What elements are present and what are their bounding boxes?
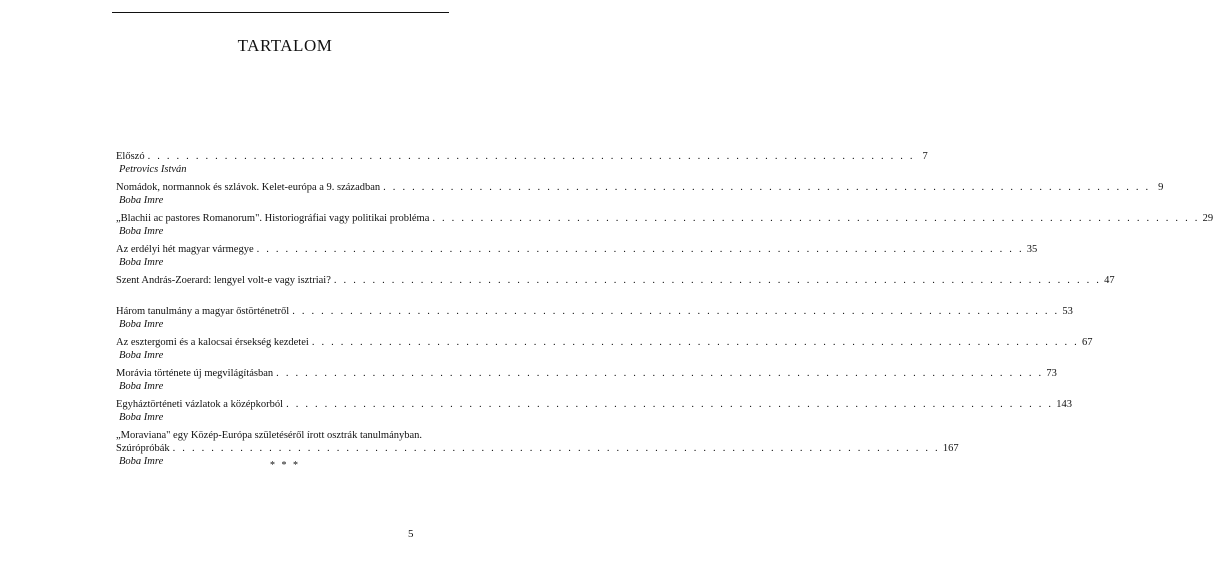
toc-entry-title: Morávia története új megvilágításban (116, 368, 274, 379)
toc-entry-page: 73 (1046, 368, 1057, 379)
toc-entry (116, 243, 1038, 269)
toc-leader-dots: . . . . . . . . . . . . . . . . . . . . . . . . . . . . . . . . . . . . . . . . . . . . . . . . . . . . . . . . . . . . . . . . . . . . . . . . . . . . . . . . (172, 443, 940, 454)
toc-leader-dots: . . . . . . . . . . . . . . . . . . . . . . . . . . . . . . . . . . . . . . . . . . . . . . . . . . . . . . . . . . . . . . . . . . . . . . . . . . . . . . . . (311, 337, 1079, 348)
toc-entry (116, 150, 928, 176)
toc-entry-title: „Blachii ac pastores Romanorum". Historiográfiai vagy politikai probléma (116, 213, 430, 224)
toc-entry-author: Boba Imre (119, 195, 164, 206)
toc-entry-page: 7 (922, 151, 928, 162)
toc-entry-title: „Moraviana" egy Közép-Európa születéséről írott osztrák tanulmányban. (116, 430, 423, 441)
toc-entry-page: 35 (1026, 244, 1038, 255)
toc-entry-page: 53 (1062, 306, 1073, 317)
toc-entry-author: Petrovics István (119, 164, 187, 175)
toc-entry (116, 181, 1164, 207)
toc-leader-dots: . . . . . . . . . . . . . . . . . . . . . . . . . . . . . . . . . . . . . . . . . . . . . . . . . . . . . . . . . . . . . . . . . . . . . . . . . . . . . . . . (432, 213, 1200, 224)
toc-entry-title: Nomádok, normannok és szlávok. Kelet-európa a 9. században (116, 182, 381, 193)
toc-leader-dots: . . . . . . . . . . . . . . . . . . . . . . . . . . . . . . . . . . . . . . . . . . . . . . . . . . . . . . . . . . . . . . . . . . . . . . . . . . . . . . . . (292, 306, 1060, 317)
toc-entry (116, 398, 1072, 424)
toc-entry-title: Az erdélyi hét magyar vármegye (116, 244, 254, 255)
toc-entry-author: Boba Imre (119, 319, 164, 330)
toc-entry-author: Boba Imre (119, 350, 164, 361)
toc-entry-page: 167 (942, 443, 959, 454)
toc-entry-page: 67 (1082, 337, 1093, 348)
toc-leader-dots: . . . . . . . . . . . . . . . . . . . . . . . . . . . . . . . . . . . . . . . . . . . . . . . . . . . . . . . . . . . . . . . . . . . . . . . . . . . . . . . . (286, 399, 1054, 410)
toc-entry (116, 212, 1213, 238)
toc-entry (116, 367, 1057, 393)
section-separator: * * * (270, 460, 300, 471)
toc-entry (116, 274, 1115, 287)
toc-leader-dots: . . . . . . . . . . . . . . . . . . . . . . . . . . . . . . . . . . . . . . . . . . . . . . . . . . . . . . . . . . . . . . . . . . . . . . . . . . . . . . . . (383, 182, 1151, 193)
toc-leader-dots: . . . . . . . . . . . . . . . . . . . . . . . . . . . . . . . . . . . . . . . . . . . . . . . . . . . . . . . . . . . . . . . . . . . . . . . . . . . . . . . . (333, 275, 1102, 286)
toc-entry-title: Három tanulmány a magyar őstörténetről (116, 306, 290, 317)
top-rule (112, 12, 449, 13)
toc-entry-page: 143 (1056, 399, 1072, 410)
toc-entry-title-continued: Szúrópróbák (116, 443, 170, 454)
toc-entry-page: 29 (1202, 213, 1213, 224)
toc-entry-title: Szent András-Zoerard: lengyel volt-e vagy isztriai? (116, 275, 331, 286)
toc-entry (116, 336, 1093, 362)
toc-entry-author: Boba Imre (119, 381, 164, 392)
toc-leader-dots: . . . . . . . . . . . . . . . . . . . . . . . . . . . . . . . . . . . . . . . . . . . . . . . . . . . . . . . . . . . . . . . . . . . . . . . . . . . . . . . . (147, 151, 915, 162)
toc-entry-author: Boba Imre (119, 257, 164, 268)
toc-entry-author: Boba Imre (119, 412, 164, 423)
page-number: 5 (408, 528, 414, 540)
toc-entry-author: Boba Imre (119, 226, 164, 237)
toc-entry-page: 9 (1158, 182, 1164, 193)
page-title: TARTALOM (237, 36, 333, 55)
toc-entry (116, 305, 1073, 331)
toc-entry-title: Egyháztörténeti vázlatok a középkorból (116, 399, 284, 410)
toc-entry-page: 47 (1104, 275, 1115, 286)
toc-leader-dots: . . . . . . . . . . . . . . . . . . . . . . . . . . . . . . . . . . . . . . . . . . . . . . . . . . . . . . . . . . . . . . . . . . . . . . . . . . . . . . . . (276, 368, 1044, 379)
toc-leader-dots: . . . . . . . . . . . . . . . . . . . . . . . . . . . . . . . . . . . . . . . . . . . . . . . . . . . . . . . . . . . . . . . . . . . . . . . . . . . . . . . . (256, 244, 1024, 255)
toc-entry-title: Előszó (116, 151, 145, 162)
toc-entry-title: Az esztergomi és a kalocsai érsekség kezdetei (116, 337, 309, 348)
toc-entry-author: Boba Imre (119, 456, 164, 467)
